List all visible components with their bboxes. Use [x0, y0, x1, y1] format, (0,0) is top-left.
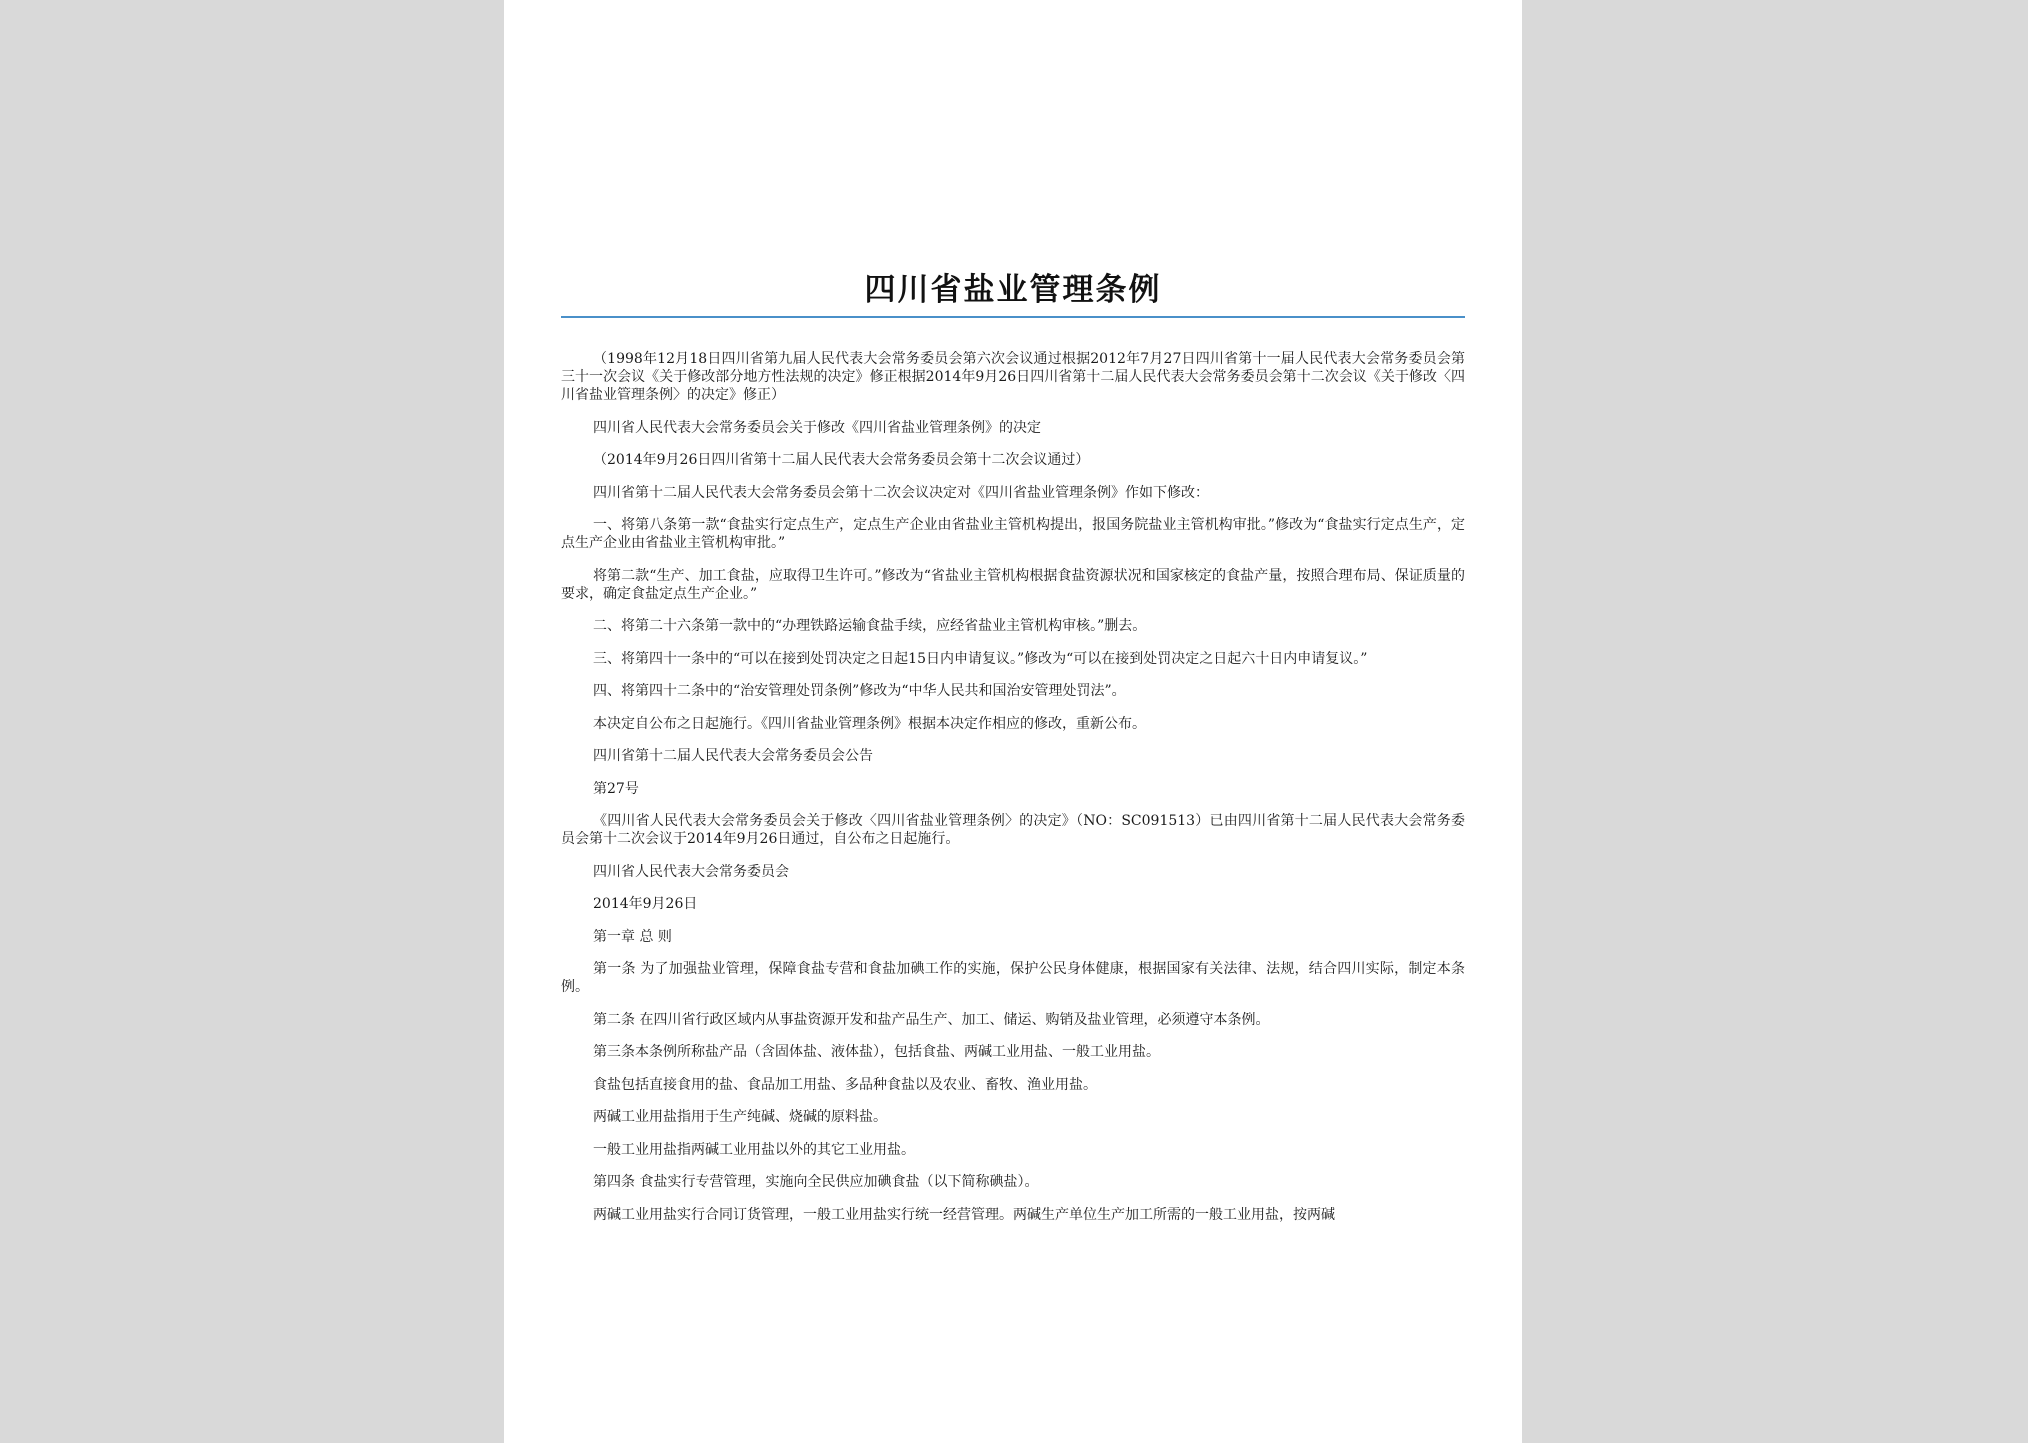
paragraph: （1998年12月18日四川省第九届人民代表大会常务委员会第六次会议通过根据2012年7月27日四川省第十一届人民代表大会常务委员会第三十一次会议《关于修改部分地方性法规的决定》修正根据2014年9月26日四川省第十二届人民代表大会常务委员会第十二次会议《关于修改〈四川省盐业管理条例〉的决定》修正） — [561, 351, 1465, 403]
paragraph: 一、将第八条第一款“食盐实行定点生产，定点生产企业由省盐业主管机构提出，报国务院盐业主管机构审批。”修改为“食盐实行定点生产，定点生产企业由省盐业主管机构审批。” — [561, 517, 1465, 551]
paragraph: 2014年9月26日 — [593, 896, 698, 912]
paragraph: 四川省人民代表大会常务委员会关于修改《四川省盐业管理条例》的决定 — [593, 419, 1041, 436]
paragraph: 两碱工业用盐指用于生产纯碱、烧碱的原料盐。 — [593, 1109, 887, 1125]
paragraph: 本决定自公布之日起施行。《四川省盐业管理条例》根据本决定作相应的修改，重新公布。 — [593, 715, 1146, 732]
paragraph: 第一条 为了加强盐业管理，保障食盐专营和食盐加碘工作的实施，保护公民身体健康，根据国家有关法律、法规，结合四川实际，制定本条例。 — [561, 961, 1465, 995]
document-title: 四川省盐业管理条例 — [864, 272, 1162, 308]
paragraph: 《四川省人民代表大会常务委员会关于修改〈四川省盐业管理条例〉的决定》（NO：SC091513）已由四川省第十二届人民代表大会常务委员会第十二次会议于2014年9月26日通过，自公布之日起施行。 — [561, 813, 1465, 847]
document-page — [504, 0, 1522, 1443]
document-body — [561, 350, 1465, 1238]
paragraph: 四川省第十二届人民代表大会常务委员会公告 — [593, 748, 873, 764]
paragraph: 四川省第十二届人民代表大会常务委员会第十二次会议决定对《四川省盐业管理条例》作如下修改： — [593, 484, 1209, 501]
chapter-heading: 第一章 总 则 — [593, 928, 672, 945]
paragraph: 二、将第二十六条第一款中的“办理铁路运输食盐手续，应经省盐业主管机构审核。”删去。 — [593, 618, 1147, 634]
paragraph: 第四条 食盐实行专营管理，实施向全民供应加碘食盐（以下简称碘盐）。 — [593, 1174, 1039, 1190]
paragraph: 一般工业用盐指两碱工业用盐以外的其它工业用盐。 — [593, 1141, 915, 1158]
paragraph: 四川省人民代表大会常务委员会 — [593, 863, 789, 880]
paragraph: 四、将第四十二条中的“治安管理处罚条例”修改为“中华人民共和国治安管理处罚法”。 — [593, 683, 1126, 699]
paragraph: 第27号 — [593, 780, 639, 797]
paragraph: 将第二款“生产、加工食盐，应取得卫生许可。”修改为“省盐业主管机构根据食盐资源状况和国家核定的食盐产量，按照合理布局、保证质量的要求，确定食盐定点生产企业。” — [561, 567, 1465, 602]
title-divider — [561, 316, 1465, 318]
paragraph: 第三条本条例所称盐产品（含固体盐、液体盐），包括食盐、两碱工业用盐、一般工业用盐。 — [593, 1044, 1160, 1060]
paragraph: （2014年9月26日四川省第十二届人民代表大会常务委员会第十二次会议通过） — [593, 452, 1090, 468]
paragraph: 三、将第四十一条中的“可以在接到处罚决定之日起15日内申请复议。”修改为“可以在接到处罚决定之日起六十日内申请复议。” — [593, 650, 1368, 667]
paragraph: 两碱工业用盐实行合同订货管理，一般工业用盐实行统一经营管理。两碱生产单位生产加工所需的一般工业用盐，按两碱 — [593, 1206, 1335, 1223]
paragraph: 食盐包括直接食用的盐、食品加工用盐、多品种食盐以及农业、畜牧、渔业用盐。 — [593, 1076, 1097, 1093]
paragraph: 第二条 在四川省行政区域内从事盐资源开发和盐产品生产、加工、储运、购销及盐业管理，必须遵守本条例。 — [593, 1011, 1270, 1028]
